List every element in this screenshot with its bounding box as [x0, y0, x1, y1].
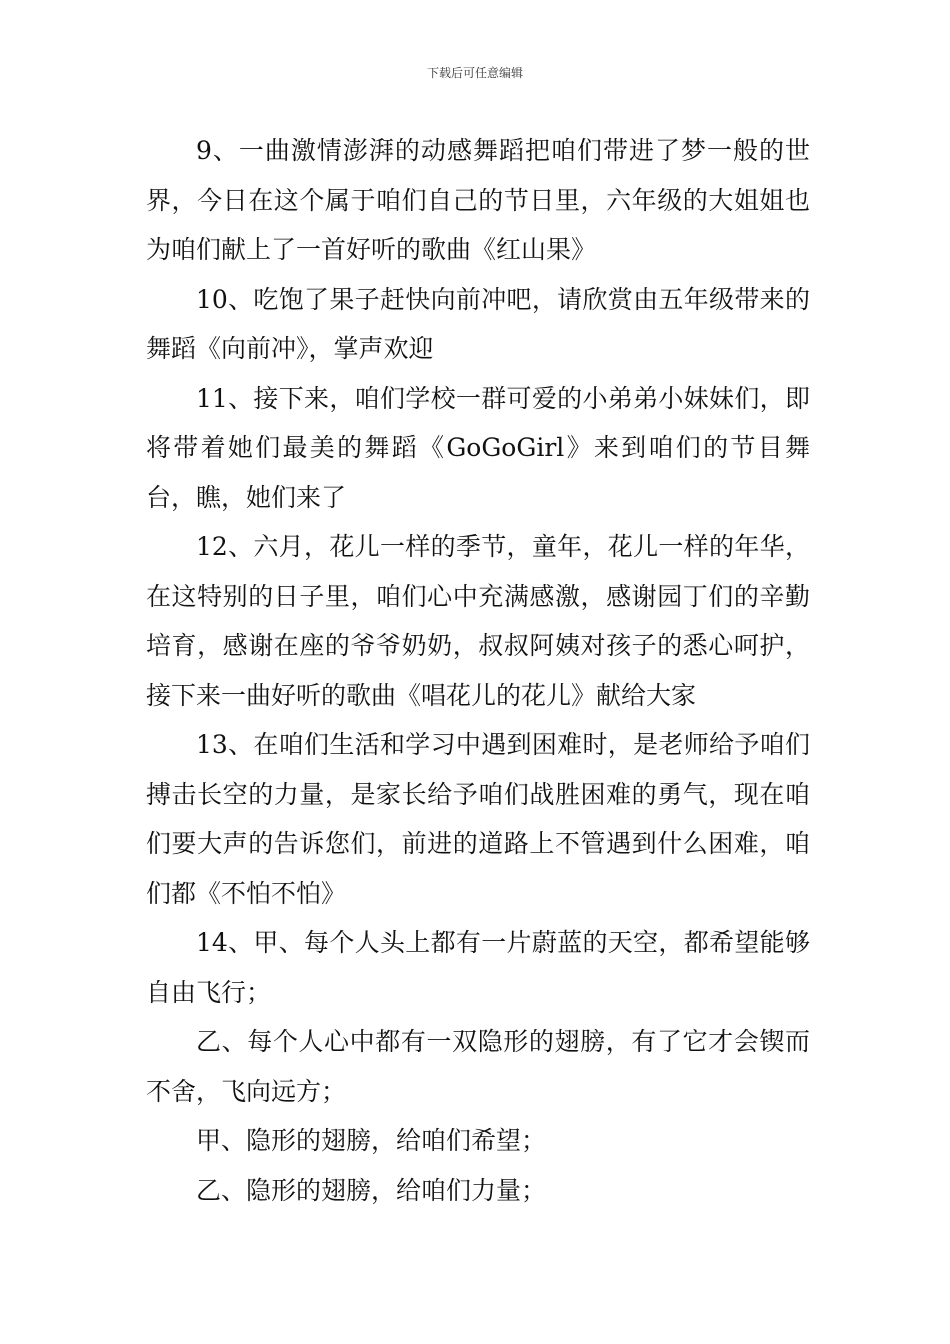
paragraph-yi-strength: 乙、隐形的翅膀，给咱们力量； — [196, 1175, 547, 1205]
paragraph-10: 10、吃饱了果子赶快向前冲吧，请欣赏由五年级带来的舞蹈《向前冲》，掌声欢迎 — [146, 284, 810, 363]
paragraph-9: 9、一曲激情澎湃的动感舞蹈把咱们带进了梦一般的世界，今日在这个属于咱们自己的节日里，六年级的大姐姐也为咱们献上了一首好听的歌曲《红山果》 — [146, 136, 810, 264]
page-header: 下载后可任意编辑 — [426, 66, 523, 80]
paragraph-14-jia: 14、甲、每个人头上都有一片蔚蓝的天空，都希望能够自由飞行； — [146, 928, 810, 1007]
paragraph-13: 13、在咱们生活和学习中遇到困难时，是老师给予咱们搏击长空的力量，是家长给予咱们战胜困难的勇气，现在咱们要大声的告诉您们，前进的道路上不管遇到什么困难，咱们都《不怕不怕》 — [146, 730, 810, 908]
paragraph-11: 11、接下来，咱们学校一群可爱的小弟弟小妹妹们，即将带着她们最美的舞蹈《GoGoGirl》来到咱们的节目舞台，瞧，她们来了 — [146, 383, 810, 512]
document-body — [146, 126, 810, 1215]
paragraph-jia-hope: 甲、隐形的翅膀，给咱们希望； — [196, 1126, 547, 1155]
paragraph-14-yi: 乙、每个人心中都有一双隐形的翅膀，有了它才会锲而不舍，飞向远方； — [146, 1027, 810, 1106]
paragraph-12: 12、六月，花儿一样的季节，童年，花儿一样的年华，在这特别的日子里，咱们心中充满感激，感谢园丁们的辛勤培育，感谢在座的爷爷奶奶，叔叔阿姨对孩子的悉心呵护，接下来一曲好听的歌曲《唱花儿的花儿》献给大家 — [146, 532, 810, 710]
